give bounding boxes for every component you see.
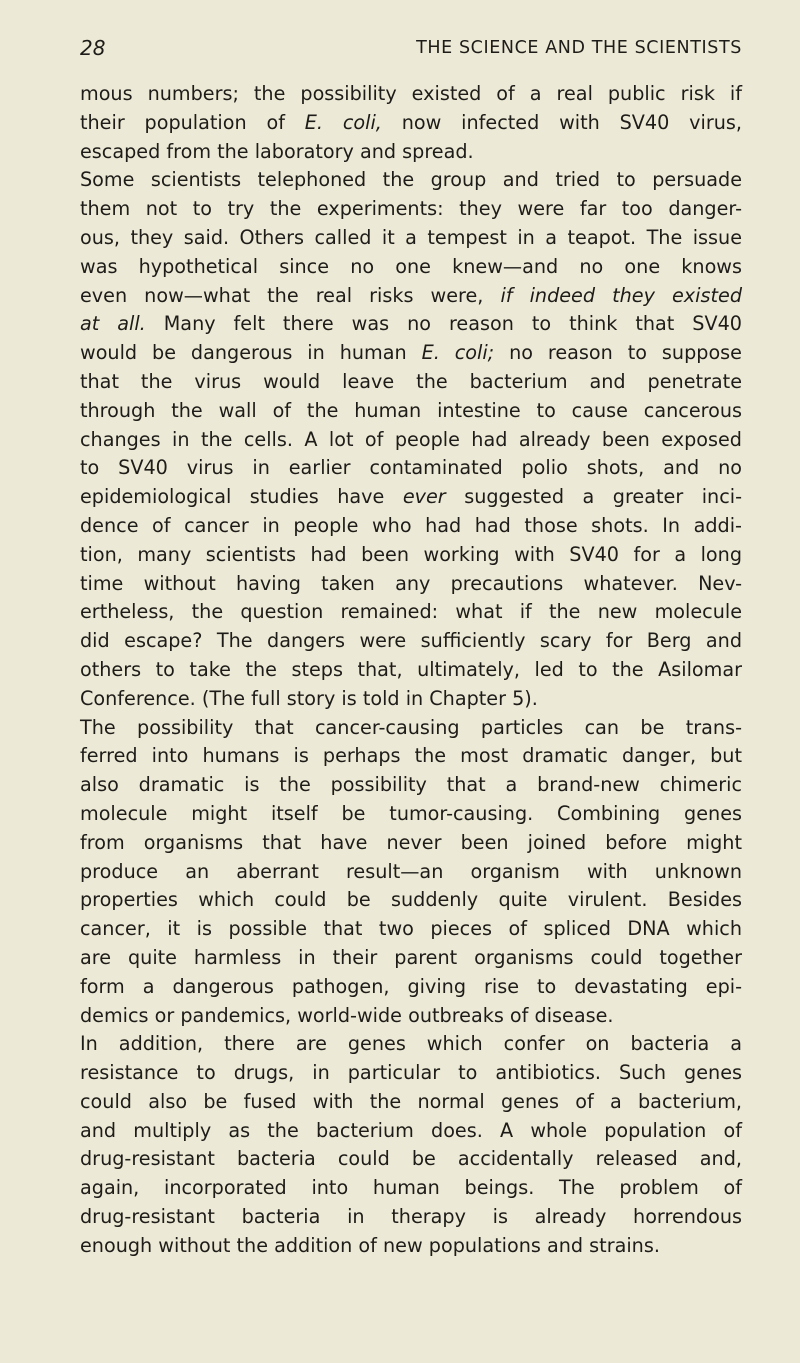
text-run: epidemiological studies have bbox=[80, 485, 403, 509]
text-run: again, incorporated into human beings. The problem of bbox=[80, 1176, 742, 1200]
text-line bbox=[80, 714, 742, 743]
text-line bbox=[80, 483, 742, 512]
text-line bbox=[80, 454, 742, 483]
text-line bbox=[80, 944, 742, 973]
text-run: ous, they said. Others called it a tempest in a teapot. The issue bbox=[80, 225, 742, 249]
text-line bbox=[80, 1030, 742, 1059]
text-line bbox=[80, 1059, 742, 1088]
text-line bbox=[80, 426, 742, 455]
text-line bbox=[80, 1145, 742, 1174]
text-run: and multiply as the bacterium does. A whole population of bbox=[80, 1118, 742, 1142]
text-line bbox=[80, 253, 742, 282]
text-run: from organisms that have never been joined before might bbox=[80, 830, 742, 854]
page-number: 28 bbox=[80, 36, 106, 60]
text-line bbox=[80, 973, 742, 1002]
text-line bbox=[80, 771, 742, 800]
text-run: no reason to suppose bbox=[494, 341, 742, 365]
paragraph bbox=[80, 166, 742, 713]
text-run: suggested a greater inci- bbox=[445, 485, 742, 509]
text-run: produce an aberrant result—an organism with unknown bbox=[80, 859, 742, 883]
text-line bbox=[80, 858, 742, 887]
text-run: even now—what the real risks were, bbox=[80, 283, 501, 307]
text-run: their population of bbox=[80, 110, 305, 134]
italic-text: E. coli; bbox=[421, 341, 495, 365]
text-line bbox=[80, 800, 742, 829]
text-line bbox=[80, 397, 742, 426]
text-line bbox=[80, 541, 742, 570]
text-run: also dramatic is the possibility that a brand-new chimeric bbox=[80, 773, 742, 797]
text-line bbox=[80, 598, 742, 627]
text-run: to SV40 virus in earlier contaminated polio shots, and no bbox=[80, 456, 742, 480]
text-run: are quite harmless in their parent organisms could together bbox=[80, 945, 742, 969]
text-line bbox=[80, 627, 742, 656]
text-run: properties which could be suddenly quite virulent. Besides bbox=[80, 888, 742, 912]
text-run: did escape? The dangers were sufficiently scary for Berg and bbox=[80, 629, 742, 653]
text-line bbox=[80, 1232, 742, 1261]
text-line bbox=[80, 742, 742, 771]
text-run: In addition, there are genes which confer on bacteria a bbox=[80, 1032, 742, 1056]
text-line bbox=[80, 685, 742, 714]
body-text bbox=[80, 80, 742, 1261]
text-run: tion, many scientists had been working with SV40 for a long bbox=[80, 542, 742, 566]
text-run: drug-resistant bacteria in therapy is already horrendous bbox=[80, 1205, 742, 1229]
text-line bbox=[80, 1088, 742, 1117]
text-line bbox=[80, 1203, 742, 1232]
text-run: Some scientists telephoned the group and tried to persuade bbox=[80, 168, 742, 192]
text-line bbox=[80, 656, 742, 685]
text-run: that the virus would leave the bacterium and penetrate bbox=[80, 369, 742, 393]
text-run: now infected with SV40 virus, bbox=[381, 110, 743, 134]
italic-text: at all. bbox=[80, 312, 146, 336]
text-line bbox=[80, 224, 742, 253]
paragraph bbox=[80, 714, 742, 1031]
page-header bbox=[80, 36, 742, 64]
text-line bbox=[80, 886, 742, 915]
text-line bbox=[80, 368, 742, 397]
text-run: mous numbers; the possibility existed of a real public risk if bbox=[80, 82, 742, 105]
text-line bbox=[80, 512, 742, 541]
text-run: through the wall of the human intestine to cause cancerous bbox=[80, 398, 742, 422]
text-line bbox=[80, 1002, 742, 1031]
text-line bbox=[80, 570, 742, 599]
text-line bbox=[80, 339, 742, 368]
text-run: The possibility that cancer-causing particles can be trans- bbox=[80, 715, 742, 739]
text-line bbox=[80, 1174, 742, 1203]
text-line bbox=[80, 282, 742, 311]
italic-text: E. coli, bbox=[304, 110, 382, 134]
text-run: form a dangerous pathogen, giving rise to devastating epi- bbox=[80, 974, 742, 998]
text-run: molecule might itself be tumor-causing. Combining genes bbox=[80, 801, 742, 825]
paragraph bbox=[80, 1030, 742, 1260]
text-run: time without having taken any precautions whatever. Nev- bbox=[80, 571, 742, 595]
text-run: drug-resistant bacteria could be accidentally released and, bbox=[80, 1147, 742, 1171]
text-run: others to take the steps that, ultimately, led to the Asilomar bbox=[80, 657, 742, 681]
text-line bbox=[80, 109, 742, 138]
text-run: dence of cancer in people who had had those shots. In addi- bbox=[80, 513, 742, 537]
paragraph bbox=[80, 80, 742, 166]
text-run: Conference. (The full story is told in Chapter 5). bbox=[80, 686, 538, 710]
text-line bbox=[80, 310, 742, 339]
text-run: them not to try the experiments: they were far too danger- bbox=[80, 197, 742, 221]
text-run: could also be fused with the normal genes of a bacterium, bbox=[80, 1089, 742, 1113]
text-run: demics or pandemics, world-wide outbreaks of disease. bbox=[80, 1003, 614, 1027]
text-line bbox=[80, 829, 742, 858]
running-head: THE SCIENCE AND THE SCIENTISTS bbox=[416, 38, 742, 58]
text-run: ferred into humans is perhaps the most dramatic danger, but bbox=[80, 744, 742, 768]
text-run: resistance to drugs, in particular to antibiotics. Such genes bbox=[80, 1061, 742, 1085]
text-run: enough without the addition of new populations and strains. bbox=[80, 1233, 660, 1257]
italic-text: if indeed they existed bbox=[500, 283, 742, 307]
text-run: would be dangerous in human bbox=[80, 341, 422, 365]
text-run: was hypothetical since no one knew—and no one knows bbox=[80, 254, 742, 278]
text-run: Many felt there was no reason to think that SV40 bbox=[145, 312, 742, 336]
text-line bbox=[80, 1117, 742, 1146]
text-line bbox=[80, 138, 742, 167]
text-run: cancer, it is possible that two pieces of spliced DNA which bbox=[80, 917, 742, 941]
text-line bbox=[80, 80, 742, 109]
text-line bbox=[80, 195, 742, 224]
text-run: escaped from the laboratory and spread. bbox=[80, 139, 474, 163]
text-run: ertheless, the question remained: what if the new molecule bbox=[80, 600, 742, 624]
italic-text: ever bbox=[402, 485, 446, 509]
text-run: changes in the cells. A lot of people had already been exposed bbox=[80, 427, 742, 451]
text-line bbox=[80, 915, 742, 944]
text-line bbox=[80, 166, 742, 195]
